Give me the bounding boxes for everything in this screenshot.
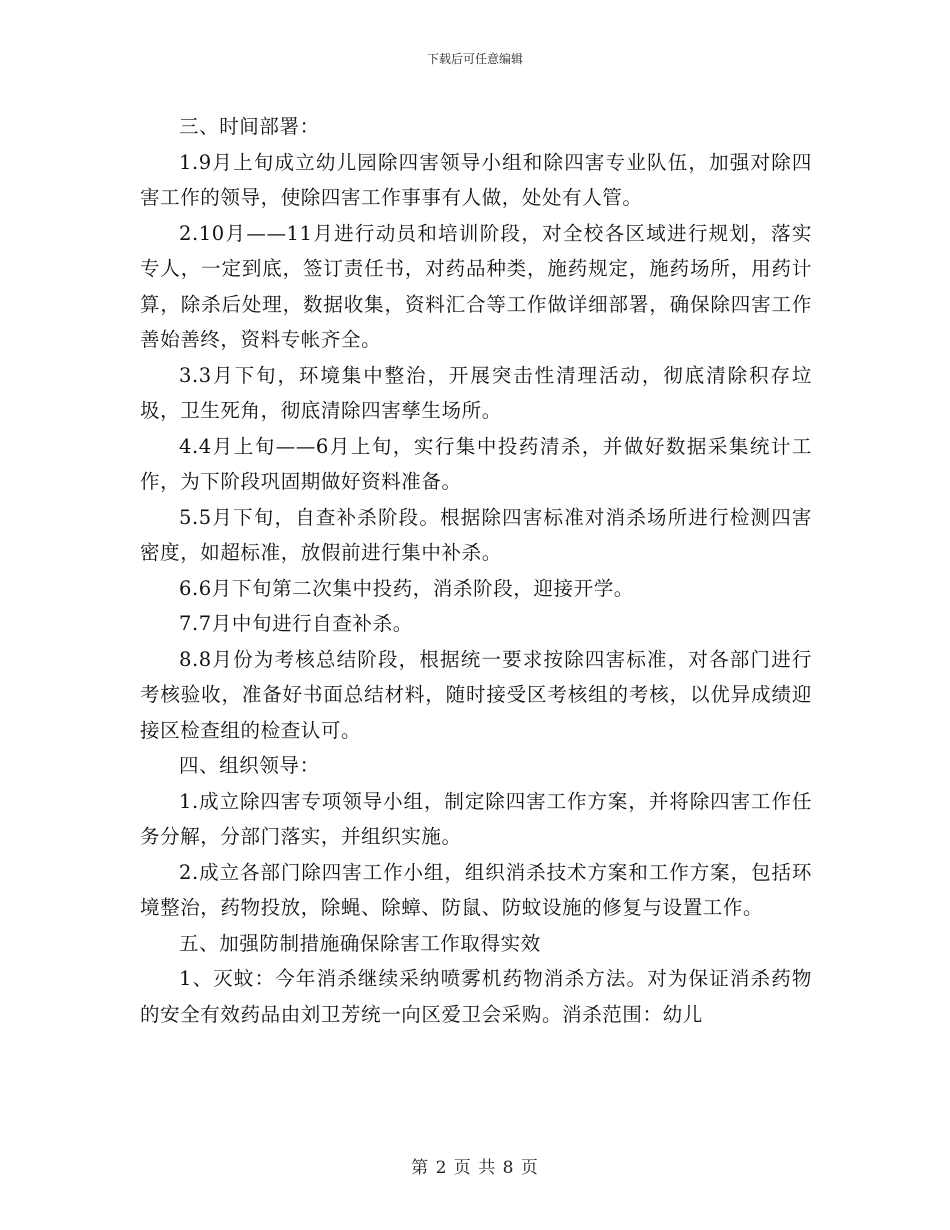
- paragraph: 2.10月——11月进行动员和培训阶段，对全校各区域进行规划，落实专人，一定到底，签订责任书，对药品种类，施药规定，施药场所，用药计算，除杀后处理，数据收集，资料汇合等工作做详细部署，确保除四害工作善始善终，资料专帐齐全。: [140, 221, 812, 351]
- paragraph: 8.8月份为考核总结阶段，根据统一要求按除四害标准，对各部门进行考核验收，准备好书面总结材料，随时接受区考核组的考核，以优异成绩迎接区检查组的检查认可。: [140, 647, 812, 742]
- paragraph: 3.3月下旬，环境集中整治，开展突击性清理活动，彻底清除积存垃圾，卫生死角，彻底清除四害孳生场所。: [140, 363, 812, 422]
- paragraph: 7.7月中旬进行自查补杀。: [179, 612, 413, 635]
- paragraph: 1.成立除四害专项领导小组，制定除四害工作方案，并将除四害工作任务分解，分部门落实，并组织实施。: [140, 789, 812, 848]
- page-header: 下载后可任意编辑: [426, 52, 523, 66]
- page-footer: 第 2 页 共 8 页: [411, 1158, 539, 1178]
- paragraph: 4.4月上旬——6月上旬，实行集中投药清杀，并做好数据采集统计工作，为下阶段巩固期做好资料准备。: [140, 434, 812, 493]
- section-heading-measures: 五、加强防制措施确保除害工作取得实效: [179, 931, 541, 955]
- paragraph: 6.6月下旬第二次集中投药，消杀阶段，迎接开学。: [179, 576, 634, 600]
- section-heading-schedule: 三、时间部署：: [179, 115, 320, 138]
- paragraph: 1.9月上旬成立幼儿园除四害领导小组和除四害专业队伍，加强对除四害工作的领导，使除四害工作事事有人做，处处有人管。: [140, 150, 812, 209]
- paragraph: 2.成立各部门除四害工作小组，组织消杀技术方案和工作方案，包括环境整治，药物投放，除蝇、除蟑、防鼠、防蚊设施的修复与设置工作。: [140, 860, 812, 919]
- section-heading-organization: 四、组织领导：: [179, 754, 320, 777]
- paragraph: 5.5月下旬，自查补杀阶段。根据除四害标准对消杀场所进行检测四害密度，如超标准，放假前进行集中补杀。: [140, 505, 812, 564]
- document-body: [140, 109, 812, 1032]
- paragraph: 1、灭蚊：今年消杀继续采纳喷雾机药物消杀方法。对为保证消杀药物的安全有效药品由刘卫芳统一向区爱卫会采购。消杀范围：幼儿: [140, 967, 812, 1026]
